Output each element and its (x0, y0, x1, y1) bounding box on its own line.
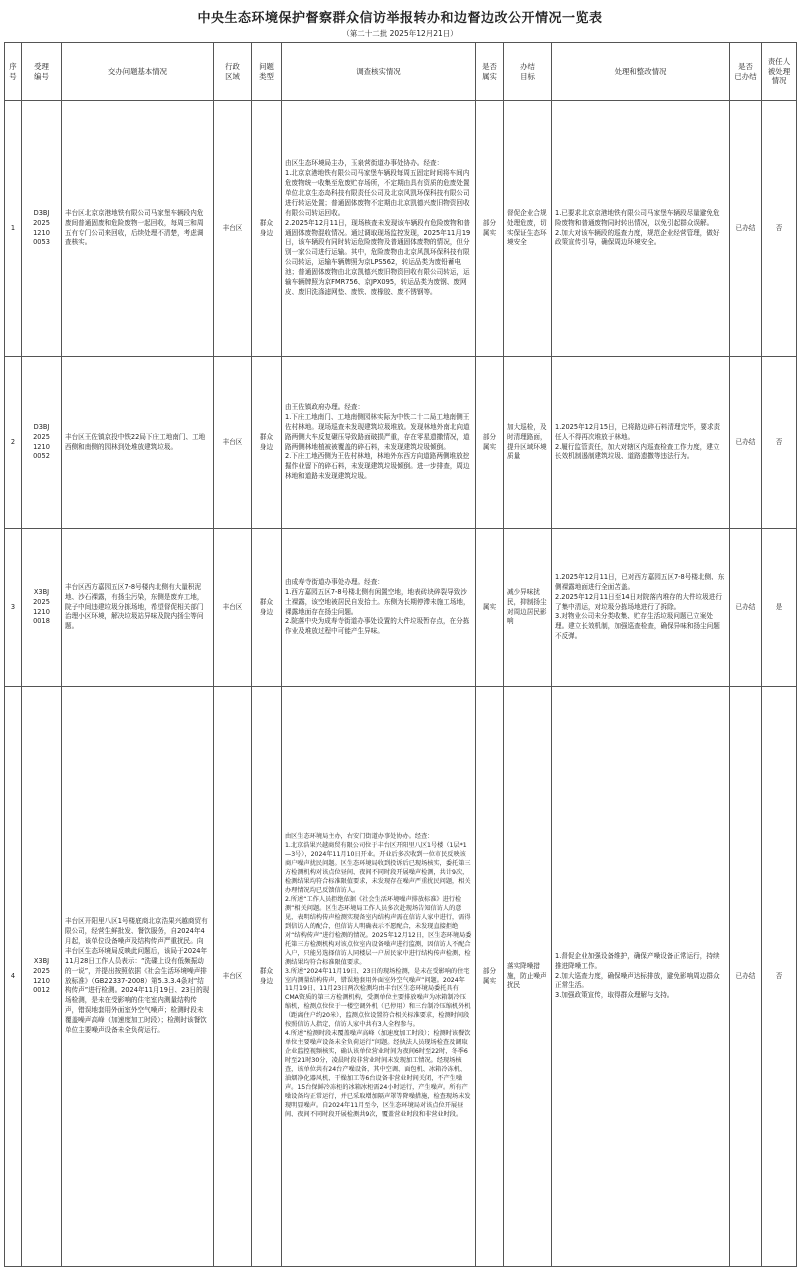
row-goal: 落实降噪措施，防止噪声扰民 (504, 687, 552, 1267)
row-investigation: 由成寿寺街道办事处办理。经查： 1.西方嘉园五区7-8号楼北侧有闲置空地，地表砖块碎裂导致沙土裸露，该空地被居民自发拾土。东侧为长期停滞未施工场地，裸露地面存在扬尘问题。 2.院落中央为成寿寺街道办事处设置的大件垃圾暂存点，在分拣作业及堆放过程中可能产生异味。 (282, 529, 476, 687)
table-row (5, 529, 797, 687)
header-goal: 办结 目标 (504, 43, 552, 101)
row-no: 3 (5, 529, 22, 687)
document-subtitle: （第二十二批 2025年12月21日） (342, 29, 458, 38)
header-code: 受理 编号 (22, 43, 62, 101)
row-district: 丰台区 (214, 101, 252, 357)
row-investigation: 由王佐镇政府办理。经查： 1.下庄工地南门、工地南侧园林实际为中铁二十二局工地南侧王佐村林地。现场巡查未发现建筑垃圾堆放。发现林地外南北向道路两侧大车反复碾压导致路面破损严重，存在零星遗撒情况，道路两侧林地植被被覆盖的碎石料，未发现建筑垃圾倾倒。 2.下庄工地西侧为王佐村林地，林地外东西方向道路两侧堆放挖掘作业留下的碎石料，未发现建筑垃圾倾倒。进一步排查，周边林地和道路未发现建筑垃圾。 (282, 357, 476, 529)
row-closed: 已办结 (730, 687, 762, 1267)
row-no: 4 (5, 687, 22, 1267)
table-header-row (5, 43, 797, 101)
row-issue: 丰台区北京京港地铁有限公司马家堡车辆段内危废间普通固废和危险废物一起回收，每周三和周五有专门公司来回收，后续处理不清楚，考虑调查核实。 (62, 101, 214, 357)
row-type: 群众 身边 (252, 357, 282, 529)
header-district: 行政 区域 (214, 43, 252, 101)
row-closed: 已办结 (730, 101, 762, 357)
row-type: 群众 身边 (252, 529, 282, 687)
table-row (5, 687, 797, 1267)
header-verified: 是否 属实 (476, 43, 504, 101)
row-closed: 已办结 (730, 529, 762, 687)
row-punished: 否 (762, 101, 797, 357)
row-investigation: 由区生态环境局主办，玉泉营街道办事处协办。经查： 1.北京京港地铁有限公司马家堡车辆段每周五固定时间将车间内危废物统一收集至危废贮存场所，不定期由具有资质的危废处置单位北京生态岛科技有限责任公司及北京风凯环保科技有限公司进行转运处置；普通固体废物不定期由北京凯德兴废旧物资回收有限公司转运回收。 2.2025年12月11日，现场核查未发现该车辆段有危险废物和普通固体废物混收情况。通过调取现场监控发现，2025年11月19日，该车辆段有同时转运危险废物及普通固体废物的情况，但分别一家公司进行运输。其中，危险废物由北京风凯环保科技有限公司转运，运输车辆牌照为京LPS562，转运品类为废铅蓄电池；普通固体废物由北京凯德兴废旧物资回收有限公司转运，运输车辆牌照为京FMR756、京JPX095，转运品类为废钢、废网皮、废旧洗涤滤网垫、废铁、废橡胶、废不锈钢等。 (282, 101, 476, 357)
row-closed: 已办结 (730, 357, 762, 529)
row-type: 群众 身边 (252, 687, 282, 1267)
header-closed: 是否 已办结 (730, 43, 762, 101)
row-action: 1.2025年12月15日，已将路边碎石料清理完毕，要求责任人不得再次堆放于林地。 2.履行监管责任，加大对辖区内巡查检查工作力度，建立长效机制遏制建筑垃圾、道路遗撒等违法行为。 (552, 357, 730, 529)
row-punished: 是 (762, 529, 797, 687)
row-goal: 督促企业合规处理危废，切实保证生态环境安全 (504, 101, 552, 357)
row-issue: 丰台区西方嘉园五区7-8号楼内北侧有大量积泥地、沙石裸露，有扬尘污染，东侧是废弃工地，院子中间违建垃圾分拣场地，希望督促相关部门治理小区环境，解决垃圾站异味及院内扬尘等问题。 (62, 529, 214, 687)
header-action: 处理和整改情况 (552, 43, 730, 101)
row-verified: 部分 属实 (476, 357, 504, 529)
public-disclosure-table (4, 42, 797, 1267)
row-verified: 部分 属实 (476, 687, 504, 1267)
row-goal: 加大巡检，及时清理路面，提升区域环境质量 (504, 357, 552, 529)
row-no: 1 (5, 101, 22, 357)
row-code: D3BJ 2025 1210 0053 (22, 101, 62, 357)
row-code: D3BJ 2025 1210 0052 (22, 357, 62, 529)
table-row (5, 101, 797, 357)
header-investigation: 调查核实情况 (282, 43, 476, 101)
row-issue: 丰台区开阳里八区1号楼底商北京浩果兴越商贸有限公司，经营生鲜批发、餐饮服务，自2024年4月起，该单位设备噪声及结构传声严重扰民。向丰台区生态环境局反映此问题后，该局于2024年11月28日工作人员表示：“洗碟上设有低频振动的一说”，并提出按照依据《社会生活环境噪声排放标准》（GB22337-2008）第5.3.3.4条对“结构传声”进行检测。2024年11月19日、23日的现场检测，是未在受影响的住宅室内测量结构传声，错误地套用外面室外空气噪声；检测时段未覆盖噪声高峰（加速度加工时段）；检测时该餐饮单位主要噪声设备未全负荷运行。 (62, 687, 214, 1267)
row-code: X3BJ 2025 1210 0018 (22, 529, 62, 687)
row-district: 丰台区 (214, 357, 252, 529)
row-district: 丰台区 (214, 687, 252, 1267)
row-code: X3BJ 2025 1210 0012 (22, 687, 62, 1267)
header-no: 序号 (5, 43, 22, 101)
row-verified: 部分 属实 (476, 101, 504, 357)
row-issue: 丰台区王佐镇京投中铁22局下庄工地南门、工地西侧和南侧的园林到处堆放建筑垃圾。 (62, 357, 214, 529)
table-row (5, 357, 797, 529)
row-investigation: 由区生态环境局主办，右安门街道办事处协办。经查： 1.北京浩果兴越商贸有限公司位于丰台区开阳里八区1号楼（1层*1—3号），2024年11月10日开业。开业后多次收到一位市民反映该商户噪声扰民问题。区生态环境局收到投诉后已现场核实，委托第三方检测机构对该点位昼间、夜间不同时段开展噪声检测，共计9次，检测结果均符合标准限值要求，未发现存在噪声严重扰民问题，相关办理情况均已反馈信访人。 2.所述“工作人员拒绝依据《社会生活环境噪声排放标准》进行检测”相关问题。区生态环境局工作人员多次赴现场告知信访人的意见，表明结构传声检测实现备室内结构声需在信访人家中进行，需得到信访人的配合，但信访人明确表示不愿配合，未发现直接拒绝对“结构传声”进行检测的情况。2025年12月12日，区生态环境局委托第三方检测机构对该点位室内设备噪声进行监测，因信访人不配合入户，只能另选择信访人同楼层一户居民家中进行结构传声检测，检测结果均符合标准限值要求。 3.所述“2024年11月19日、23日的现场检测，是未在受影响的住宅室内测量结构传声，错误地套用外面室外空气噪声”问题。2024年11月19日、11月23日两次检测均由丰台区生态环境局委托具有CMA资质的第三方检测机构，受测单位主要排放噪声为冰箱制冷压缩机，检测点位位于一楼空调外机（已停用）和三台制冷压缩机外机（距离住户约20米），监测点位设置符合相关标准要求，检测时间段按照信访人指定，信访人家中共有3人全程参与。 4.所述“检测时段未覆盖噪声高峰（加速度加工时段）；检测时该餐饮单位主要噪声设备未全负荷运行”问题。经执法人员现场检查及调取企业监控视频核实，确认该单位营业时间为夜间6时至22时，冬季6时至21时30分，凌晨时段非营业时间未发现加工情况。经现场核查，该单位共有24台产噪设备，其中空调、面包机、冰箱冷冻机、油烟净化器风机、干燥加工等6台设备非营业时间关闭，不产生噪声。15台保鲜冷冻柜的冰箱冰柜需24小时运行，产生噪声。所有产噪设备均正常运行，并已采取增加隔声罩等降噪措施，检查现场未发现明显噪声。自2024年11月至今，区生态环境局对该点位开展昼间、夜间不同时段开展检测共9次，覆盖营业时段和非营业时段。 (282, 687, 476, 1267)
header-punished: 责任人 被处理 情况 (762, 43, 797, 101)
row-punished: 否 (762, 687, 797, 1267)
row-no: 2 (5, 357, 22, 529)
row-goal: 减少异味扰民，抑制扬尘对周边居民影响 (504, 529, 552, 687)
document-title: 中央生态环境保护督察群众信访举报转办和边督边改公开情况一览表 (197, 11, 603, 26)
row-action: 1.2025年12月11日，已对西方嘉园五区7-8号楼北侧、东侧裸露地面进行全面苫盖。 2.2025年12月11日至14日对院落内堆存的大件垃圾进行了集中清运，对垃圾分拣场地进行了拆除。 3.对物业公司未分类收集、贮存生活垃圾问题已立案处理。建立长效机制，加强巡查检查，确保异味和扬尘问题不反弹。 (552, 529, 730, 687)
row-action: 1.已要求北京京港地铁有限公司马家堡车辆段尽量避免危险废物和普通废物同时转出情况，以免引起群众误解。 2.加大对该车辆段的巡查力度，规范企业经营管理，做好政策宣传引导，确保周边环境安全。 (552, 101, 730, 357)
row-verified: 属实 (476, 529, 504, 687)
row-action: 1.督促企业加强设备维护，确保产噪设备正常运行，持续推进降噪工作。 2.加大巡查力度，确保噪声达标排放，避免影响周边群众正常生活。 3.加强政策宣传，取得群众理解与支持。 (552, 687, 730, 1267)
row-type: 群众 身边 (252, 101, 282, 357)
header-type: 问题 类型 (252, 43, 282, 101)
row-punished: 否 (762, 357, 797, 529)
row-district: 丰台区 (214, 529, 252, 687)
header-issue: 交办问题基本情况 (62, 43, 214, 101)
